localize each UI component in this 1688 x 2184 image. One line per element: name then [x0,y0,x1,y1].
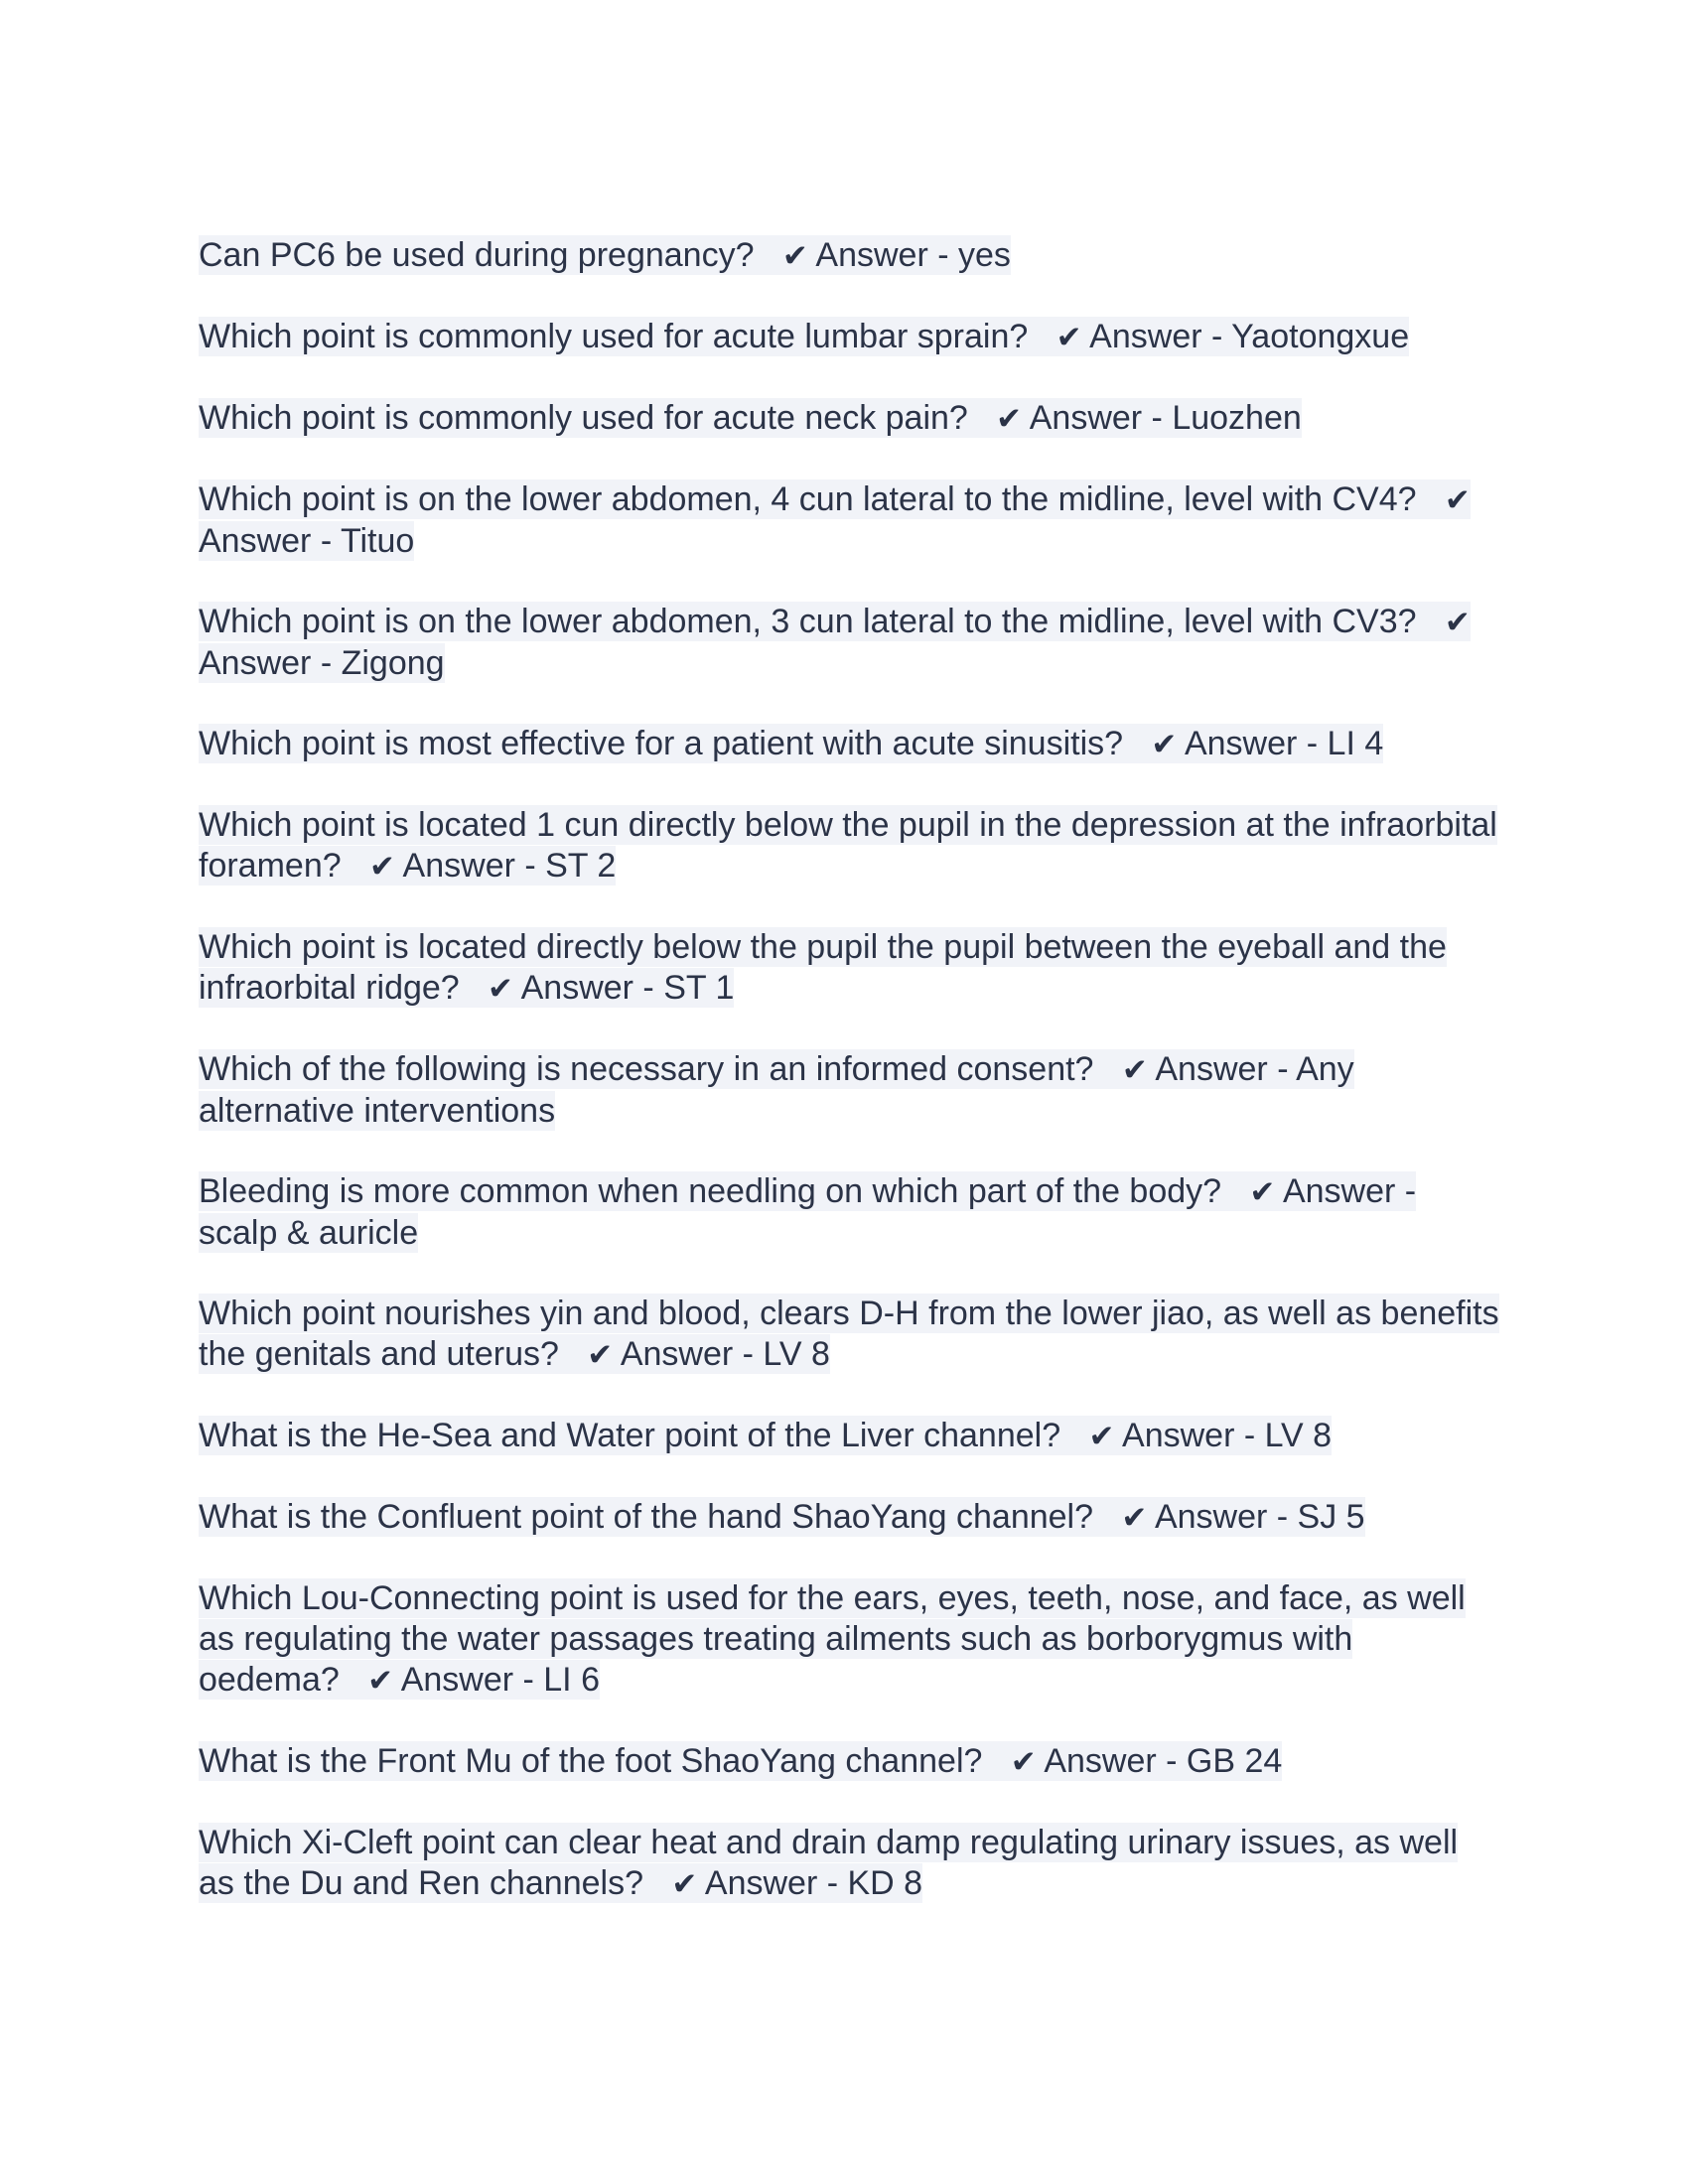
qa-text [199,479,1471,561]
question-text: What is the He-Sea and Water point of the Liver channel? [199,1417,1061,1454]
qa-item [199,927,1499,1010]
answer-text: Answer - Zigong [199,644,445,682]
qa-text [199,1294,1499,1374]
qa-item [199,1823,1499,1905]
question-text: Can PC6 be used during pregnancy? [199,236,755,274]
question-text: What is the Confluent point of the hand ShaoYang channel? [199,1498,1094,1536]
qa-item [199,724,1499,765]
checkmark-icon: ✔ [1121,1052,1148,1088]
qa-text [199,317,1409,356]
qa-item [199,1578,1499,1702]
checkmark-icon: ✔ [1121,1500,1148,1536]
qa-text [199,1171,1416,1253]
answer-text: Answer - KD 8 [704,1864,923,1902]
question-text: Which point is on the lower abdomen, 3 cun lateral to the midline, level with CV3? [199,603,1417,640]
checkmark-icon: ✔ [1055,320,1082,355]
question-text: Which of the following is necessary in an informed consent? [199,1050,1094,1088]
answer-text: Answer - ST 1 [520,969,735,1007]
checkmark-icon: ✔ [781,238,808,274]
qa-text [199,724,1383,763]
checkmark-icon: ✔ [1151,727,1178,762]
qa-text [199,1741,1282,1781]
question-text: What is the Front Mu of the foot ShaoYang channel? [199,1742,983,1780]
checkmark-icon: ✔ [488,971,514,1007]
question-text: Which point is located directly below the pupil the pupil between the eyeball and the infraorbital ridge? [199,928,1447,1007]
qa-item [199,602,1499,684]
answer-text: Answer - LV 8 [1122,1417,1333,1454]
qa-item [199,805,1499,887]
qa-text [199,235,1011,275]
qa-item [199,235,1499,277]
checkmark-icon: ✔ [1249,1174,1276,1210]
qa-item [199,398,1499,440]
checkmark-icon: ✔ [1088,1419,1115,1454]
checkmark-icon: ✔ [1444,605,1471,640]
qa-text [199,1416,1332,1455]
qa-text [199,927,1447,1008]
checkmark-icon: ✔ [1444,482,1471,518]
qa-item [199,1497,1499,1539]
question-text: Which Xi-Cleft point can clear heat and drain damp regulating urinary issues, as well as the Du and Ren channels? [199,1824,1459,1902]
qa-item [199,1049,1499,1132]
checkmark-icon: ✔ [368,849,395,885]
question-text: Which point is most effective for a patient with acute sinusitis? [199,725,1124,762]
answer-text: Answer - SJ 5 [1154,1498,1365,1536]
question-text: Which point nourishes yin and blood, clears D-H from the lower jiao, as well as benefits the genitals and uterus? [199,1295,1499,1373]
checkmark-icon: ✔ [1010,1744,1037,1780]
answer-text: Answer - yes [815,236,1011,274]
answer-text: Answer - Luozhen [1029,399,1302,437]
checkmark-icon: ✔ [367,1663,394,1699]
question-text: Bleeding is more common when needling on which part of the body? [199,1172,1222,1210]
answer-text: Answer - LV 8 [620,1335,830,1373]
qa-text [199,1578,1466,1700]
checkmark-icon: ✔ [996,401,1023,437]
qa-text [199,1497,1365,1537]
answer-text: Answer - scalp & auricle [199,1172,1417,1252]
answer-text: Answer - ST 2 [402,847,617,885]
checkmark-icon: ✔ [671,1866,698,1902]
qa-text [199,1823,1458,1903]
question-text: Which point is commonly used for acute neck pain? [199,399,968,437]
qa-item [199,1171,1499,1254]
question-text: Which point is on the lower abdomen, 4 cun lateral to the midline, level with CV4? [199,480,1417,518]
qa-item [199,1741,1499,1783]
question-text: Which Lou-Connecting point is used for the ears, eyes, teeth, nose, and face, as well as regulating the water passages treating ailments such as borborygmus with oedema? [199,1579,1466,1699]
qa-list [199,235,1499,1905]
question-text: Which point is commonly used for acute lumbar sprain? [199,318,1029,355]
qa-text [199,398,1302,438]
answer-text: Answer - GB 24 [1044,1742,1283,1780]
checkmark-icon: ✔ [587,1337,614,1373]
qa-text [199,1049,1354,1131]
document-page [199,235,1499,1945]
qa-item [199,1416,1499,1457]
answer-text: Answer - Yaotongxue [1089,318,1410,355]
qa-text [199,805,1497,886]
answer-text: Answer - Any alternative interventions [199,1050,1354,1130]
qa-text [199,602,1471,683]
question-text: Which point is located 1 cun directly below the pupil in the depression at the infraorbital foramen? [199,806,1497,885]
qa-item [199,479,1499,562]
qa-item [199,317,1499,358]
answer-text: Answer - LI 4 [1184,725,1384,762]
answer-text: Answer - LI 6 [400,1661,600,1699]
answer-text: Answer - Tituo [199,522,415,560]
qa-item [199,1294,1499,1376]
